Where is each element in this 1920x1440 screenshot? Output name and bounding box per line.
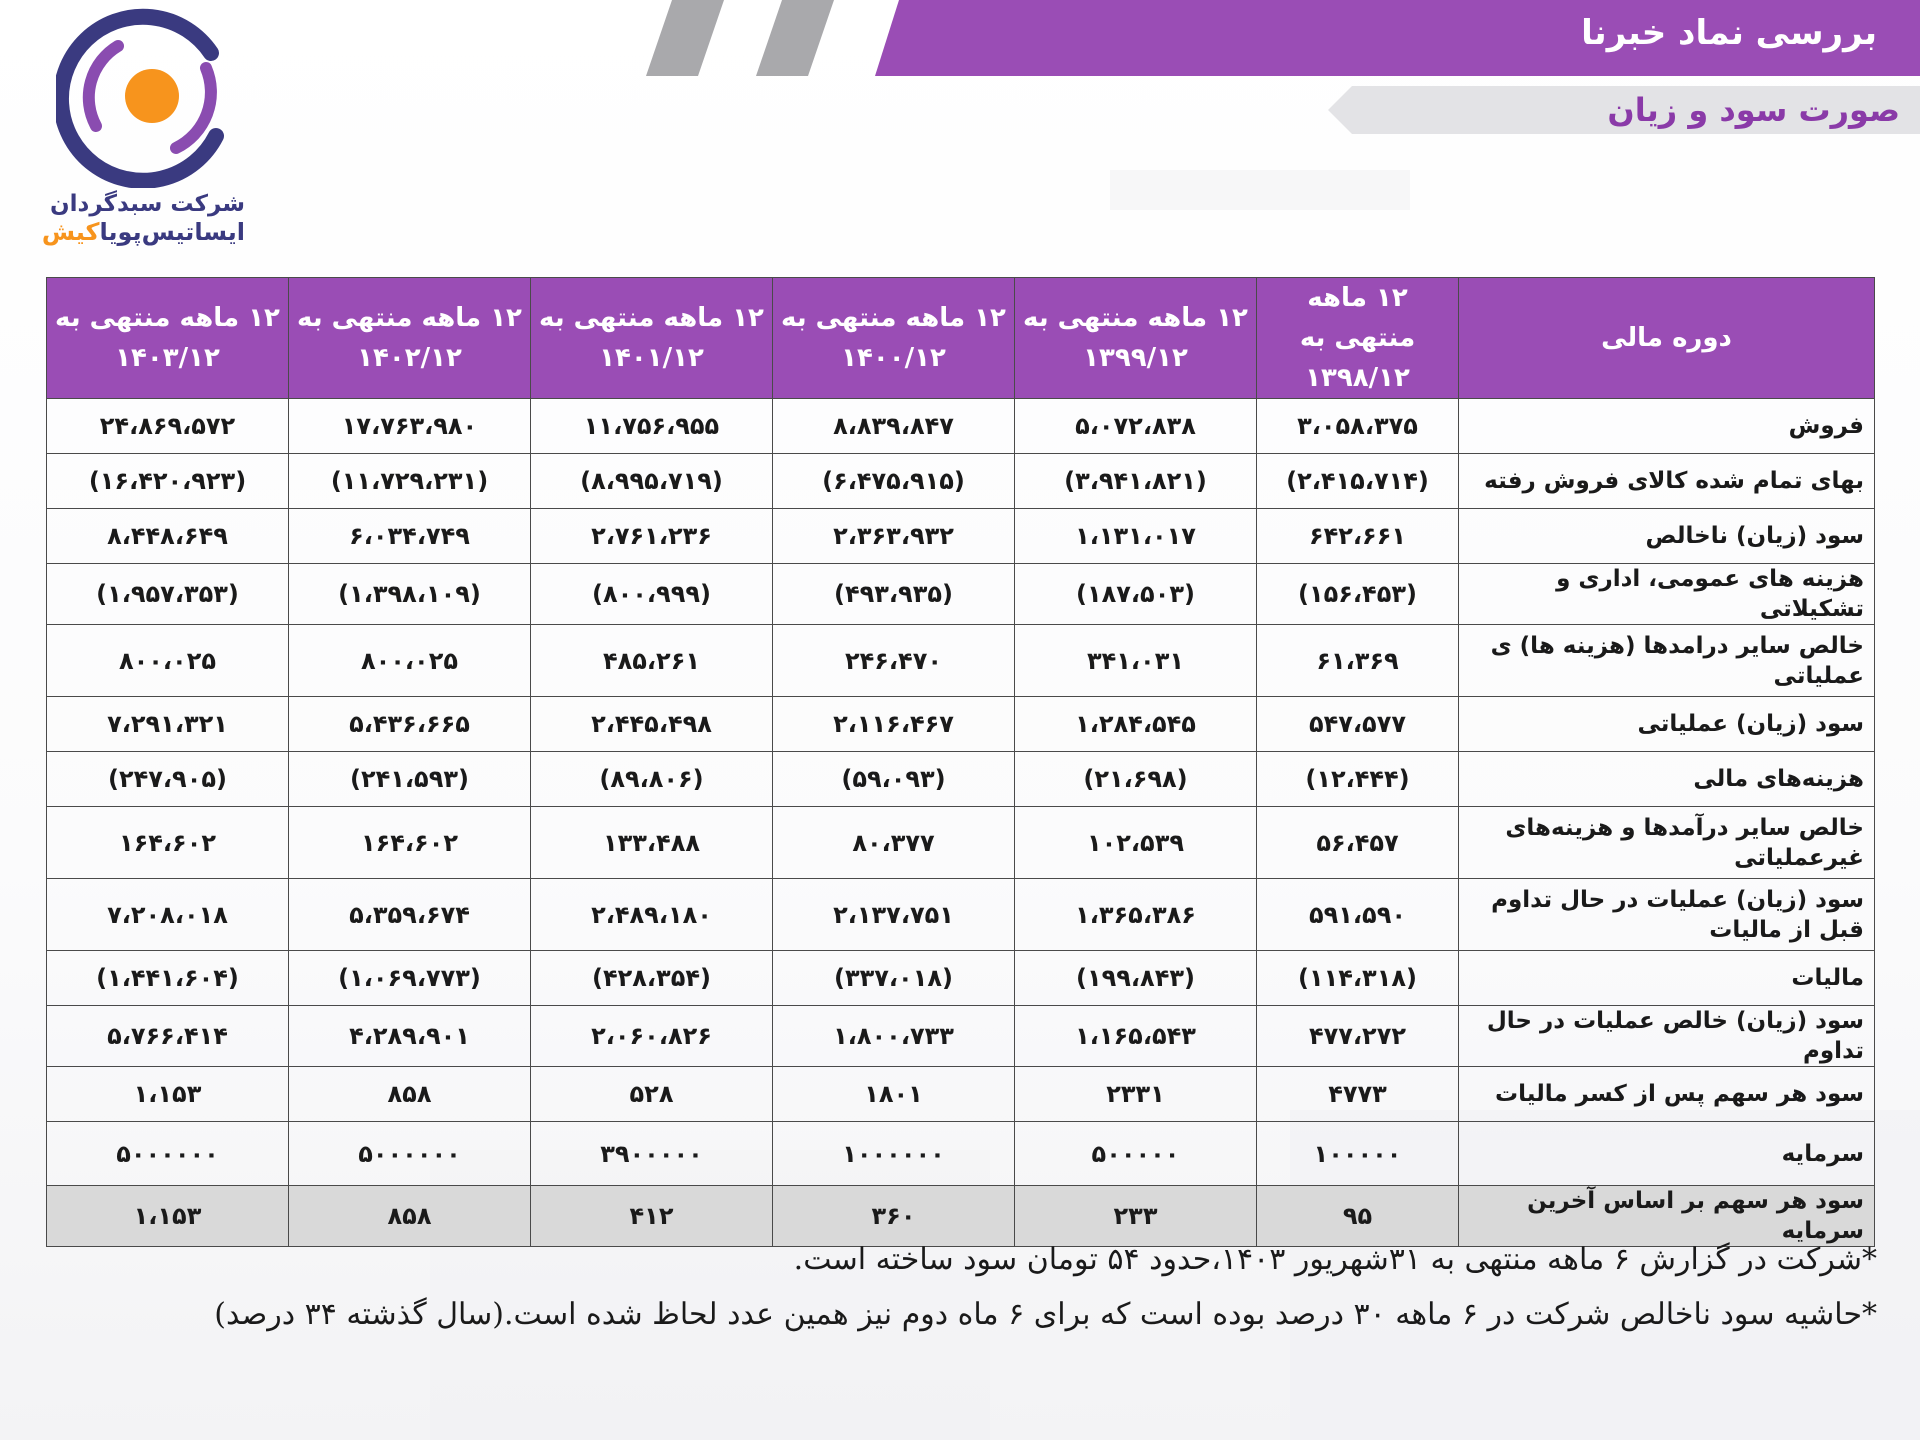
table-cell: ۱۶۴،۶۰۲ — [47, 807, 289, 879]
table-cell: (۲۱،۶۹۸) — [1015, 752, 1257, 807]
table-cell: ۸،۸۳۹،۸۴۷ — [773, 399, 1015, 454]
table-row — [47, 509, 1875, 564]
row-label: سرمایه — [1459, 1122, 1875, 1186]
table-cell: ۴۷۷۳ — [1257, 1067, 1459, 1122]
table-cell: ۲،۱۱۶،۴۶۷ — [773, 697, 1015, 752]
table-cell: (۱،۳۹۸،۱۰۹) — [289, 564, 531, 625]
footnote: *حاشیه سود ناخالص شرکت در ۶ ماهه ۳۰ درصد بوده است که برای ۶ ماه دوم نیز همین عدد لحاظ شده است.(سال گذشته ۳۴ درصد) — [214, 1297, 1877, 1332]
table-row — [47, 399, 1875, 454]
table-cell: ۵۶،۴۵۷ — [1257, 807, 1459, 879]
table-cell: ۱۰۰۰۰۰ — [1257, 1122, 1459, 1186]
background-decoration — [1110, 170, 1410, 210]
table-cell: ۱۰۲،۵۳۹ — [1015, 807, 1257, 879]
table-cell: (۶،۴۷۵،۹۱۵) — [773, 454, 1015, 509]
table-cell: ۸۰۰،۰۲۵ — [289, 625, 531, 697]
logo-name-part2: کیش — [41, 218, 100, 246]
table-row — [47, 879, 1875, 951]
page-title: بررسی نماد خبرنا — [1581, 13, 1877, 53]
table-cell: ۵۰۰۰۰۰۰ — [289, 1122, 531, 1186]
table-row — [47, 625, 1875, 697]
table-cell: ۱،۱۶۵،۵۴۳ — [1015, 1006, 1257, 1067]
table-cell: (۲۴۱،۵۹۳) — [289, 752, 531, 807]
table-row — [47, 454, 1875, 509]
table-cell: (۱،۹۵۷،۳۵۳) — [47, 564, 289, 625]
table-row — [47, 1006, 1875, 1067]
row-label: سود (زیان) ناخالص — [1459, 509, 1875, 564]
table-cell: ۸۵۸ — [289, 1067, 531, 1122]
table-cell: (۸،۹۹۵،۷۱۹) — [531, 454, 773, 509]
table-cell: ۷،۲۰۸،۰۱۸ — [47, 879, 289, 951]
table-cell: (۱،۴۴۱،۶۰۴) — [47, 951, 289, 1006]
table-cell: (۱۱۴،۳۱۸) — [1257, 951, 1459, 1006]
table-cell: (۴۲۸،۳۵۴) — [531, 951, 773, 1006]
logo-mark-icon — [56, 8, 242, 188]
table-cell: (۱۲،۴۴۴) — [1257, 752, 1459, 807]
table-cell: ۸۵۸ — [289, 1186, 531, 1247]
table-cell: ۵۰۰۰۰۰۰ — [47, 1122, 289, 1186]
table-cell: ۵۲۸ — [531, 1067, 773, 1122]
table-cell: (۱۱،۷۲۹،۲۳۱) — [289, 454, 531, 509]
table-cell: (۳،۹۴۱،۸۲۱) — [1015, 454, 1257, 509]
table-cell: ۶۴۲،۶۶۱ — [1257, 509, 1459, 564]
table-cell: ۹۵ — [1257, 1186, 1459, 1247]
table-cell: ۲،۳۶۳،۹۳۲ — [773, 509, 1015, 564]
table-cell: ۱،۱۵۳ — [47, 1067, 289, 1122]
table-cell: ۱۰۰۰۰۰۰ — [773, 1122, 1015, 1186]
logo-name-part1: ایساتیس‌پویا — [99, 218, 245, 246]
header-cell: ۱۲ ماهه منتهی به ۱۴۰۱/۱۲ — [531, 278, 773, 399]
table-cell: ۵۹۱،۵۹۰ — [1257, 879, 1459, 951]
table-cell: ۵،۰۷۲،۸۳۸ — [1015, 399, 1257, 454]
table-cell: ۱۱،۷۵۶،۹۵۵ — [531, 399, 773, 454]
table-cell: (۸۹،۸۰۶) — [531, 752, 773, 807]
row-label: خالص سایر درآمدها و هزینه‌های غیرعملیاتی — [1459, 807, 1875, 879]
row-label: هزینه های عمومی، اداری و تشکیلاتی — [1459, 564, 1875, 625]
table-cell: ۱،۳۶۵،۳۸۶ — [1015, 879, 1257, 951]
row-label: هزینه‌های مالی — [1459, 752, 1875, 807]
table-cell: ۵۰۰۰۰۰ — [1015, 1122, 1257, 1186]
table-cell: ۸۰،۳۷۷ — [773, 807, 1015, 879]
table-cell: ۲۳۳ — [1015, 1186, 1257, 1247]
header-cell: دوره مالی — [1459, 278, 1875, 399]
table-cell: ۵،۷۶۶،۴۱۴ — [47, 1006, 289, 1067]
table-cell: ۴،۲۸۹،۹۰۱ — [289, 1006, 531, 1067]
table-cell: ۱۷،۷۶۳،۹۸۰ — [289, 399, 531, 454]
table-cell: ۴۸۵،۲۶۱ — [531, 625, 773, 697]
table-cell: (۱۹۹،۸۴۳) — [1015, 951, 1257, 1006]
table-cell: ۶۱،۳۶۹ — [1257, 625, 1459, 697]
company-logo — [41, 8, 250, 246]
row-label: سود (زیان) خالص عملیات در حال تداوم — [1459, 1006, 1875, 1067]
logo-company-name — [41, 218, 245, 246]
table-cell: ۱،۲۸۴،۵۴۵ — [1015, 697, 1257, 752]
table-cell: ۲،۱۳۷،۷۵۱ — [773, 879, 1015, 951]
row-label: سود هر سهم پس از کسر مالیات — [1459, 1067, 1875, 1122]
table-cell: ۵،۴۳۶،۶۶۵ — [289, 697, 531, 752]
table-row — [47, 564, 1875, 625]
table-cell: ۳۹۰۰۰۰۰ — [531, 1122, 773, 1186]
table-row — [47, 1067, 1875, 1122]
table-row — [47, 752, 1875, 807]
table-cell: ۱،۱۵۳ — [47, 1186, 289, 1247]
row-label: فروش — [1459, 399, 1875, 454]
header-cell: ۱۲ ماهه منتهی به ۱۴۰۲/۱۲ — [289, 278, 531, 399]
table-cell: ۱،۱۳۱،۰۱۷ — [1015, 509, 1257, 564]
table-cell: (۴۹۳،۹۳۵) — [773, 564, 1015, 625]
table-header-row — [47, 278, 1875, 399]
table-cell: ۲،۴۴۵،۴۹۸ — [531, 697, 773, 752]
table-cell: (۸۰۰،۹۹۹) — [531, 564, 773, 625]
table-cell: ۱۶۴،۶۰۲ — [289, 807, 531, 879]
table-cell: ۵۴۷،۵۷۷ — [1257, 697, 1459, 752]
row-label: بهای تمام شده کالای فروش رفته — [1459, 454, 1875, 509]
table-cell: (۳۳۷،۰۱۸) — [773, 951, 1015, 1006]
table-cell: ۲۳۳۱ — [1015, 1067, 1257, 1122]
table-cell: (۲،۴۱۵،۷۱۴) — [1257, 454, 1459, 509]
table-cell: ۳۶۰ — [773, 1186, 1015, 1247]
row-label: خالص سایر درامدها (هزینه ها) ی عملیاتی — [1459, 625, 1875, 697]
table-cell: ۴۷۷،۲۷۲ — [1257, 1006, 1459, 1067]
table-cell: ۲،۴۸۹،۱۸۰ — [531, 879, 773, 951]
table-cell: (۱۸۷،۵۰۳) — [1015, 564, 1257, 625]
row-label: سود (زیان) عملیات در حال تداوم قبل از مالیات — [1459, 879, 1875, 951]
table-row — [47, 951, 1875, 1006]
header-cell: ۱۲ ماهه منتهی به ۱۴۰۰/۱۲ — [773, 278, 1015, 399]
table-cell: (۱۶،۴۲۰،۹۲۳) — [47, 454, 289, 509]
table-cell: (۲۴۷،۹۰۵) — [47, 752, 289, 807]
footnotes — [77, 1232, 1877, 1342]
header-cell: ۱۲ ماهه منتهی به ۱۴۰۳/۱۲ — [47, 278, 289, 399]
logo-company-type: شرکت سبدگردان — [50, 191, 245, 217]
table-cell: ۲،۷۶۱،۲۳۶ — [531, 509, 773, 564]
table-cell: ۱۳۳،۴۸۸ — [531, 807, 773, 879]
table-cell: (۱۵۶،۴۵۳) — [1257, 564, 1459, 625]
row-label: مالیات — [1459, 951, 1875, 1006]
header-cell: ۱۲ ماهه منتهی به ۱۳۹۹/۱۲ — [1015, 278, 1257, 399]
table-row — [47, 807, 1875, 879]
row-label: سود هر سهم بر اساس آخرین سرمایه — [1459, 1186, 1875, 1247]
table-cell: ۳،۰۵۸،۳۷۵ — [1257, 399, 1459, 454]
table-cell: ۸،۴۴۸،۶۴۹ — [47, 509, 289, 564]
row-label: سود (زیان) عملیاتی — [1459, 697, 1875, 752]
table-cell: ۷،۲۹۱،۳۲۱ — [47, 697, 289, 752]
table-cell: ۱،۸۰۰،۷۳۳ — [773, 1006, 1015, 1067]
table-cell: ۶،۰۳۴،۷۴۹ — [289, 509, 531, 564]
page-subtitle: صورت سود و زیان — [1607, 91, 1900, 129]
table-row — [47, 1122, 1875, 1186]
table-cell: ۵،۳۵۹،۶۷۴ — [289, 879, 531, 951]
footnote: *شرکت در گزارش ۶ ماهه منتهی به ۳۱شهریور ۱۴۰۳،حدود ۵۴ تومان سود ساخته است. — [793, 1242, 1877, 1277]
table-cell: ۳۴۱،۰۳۱ — [1015, 625, 1257, 697]
income-statement-table — [46, 277, 1875, 1247]
table-cell: ۲۴۶،۴۷۰ — [773, 625, 1015, 697]
table-cell: (۱،۰۶۹،۷۷۳) — [289, 951, 531, 1006]
table-cell: (۵۹،۰۹۳) — [773, 752, 1015, 807]
table-cell: ۲۴،۸۶۹،۵۷۲ — [47, 399, 289, 454]
table-cell: ۴۱۲ — [531, 1186, 773, 1247]
table-cell: ۲،۰۶۰،۸۲۶ — [531, 1006, 773, 1067]
header-cell: ۱۲ ماهه منتهی به ۱۳۹۸/۱۲ — [1257, 278, 1459, 399]
table-row — [47, 697, 1875, 752]
table-cell: ۱۸۰۱ — [773, 1067, 1015, 1122]
table-cell: ۸۰۰،۰۲۵ — [47, 625, 289, 697]
